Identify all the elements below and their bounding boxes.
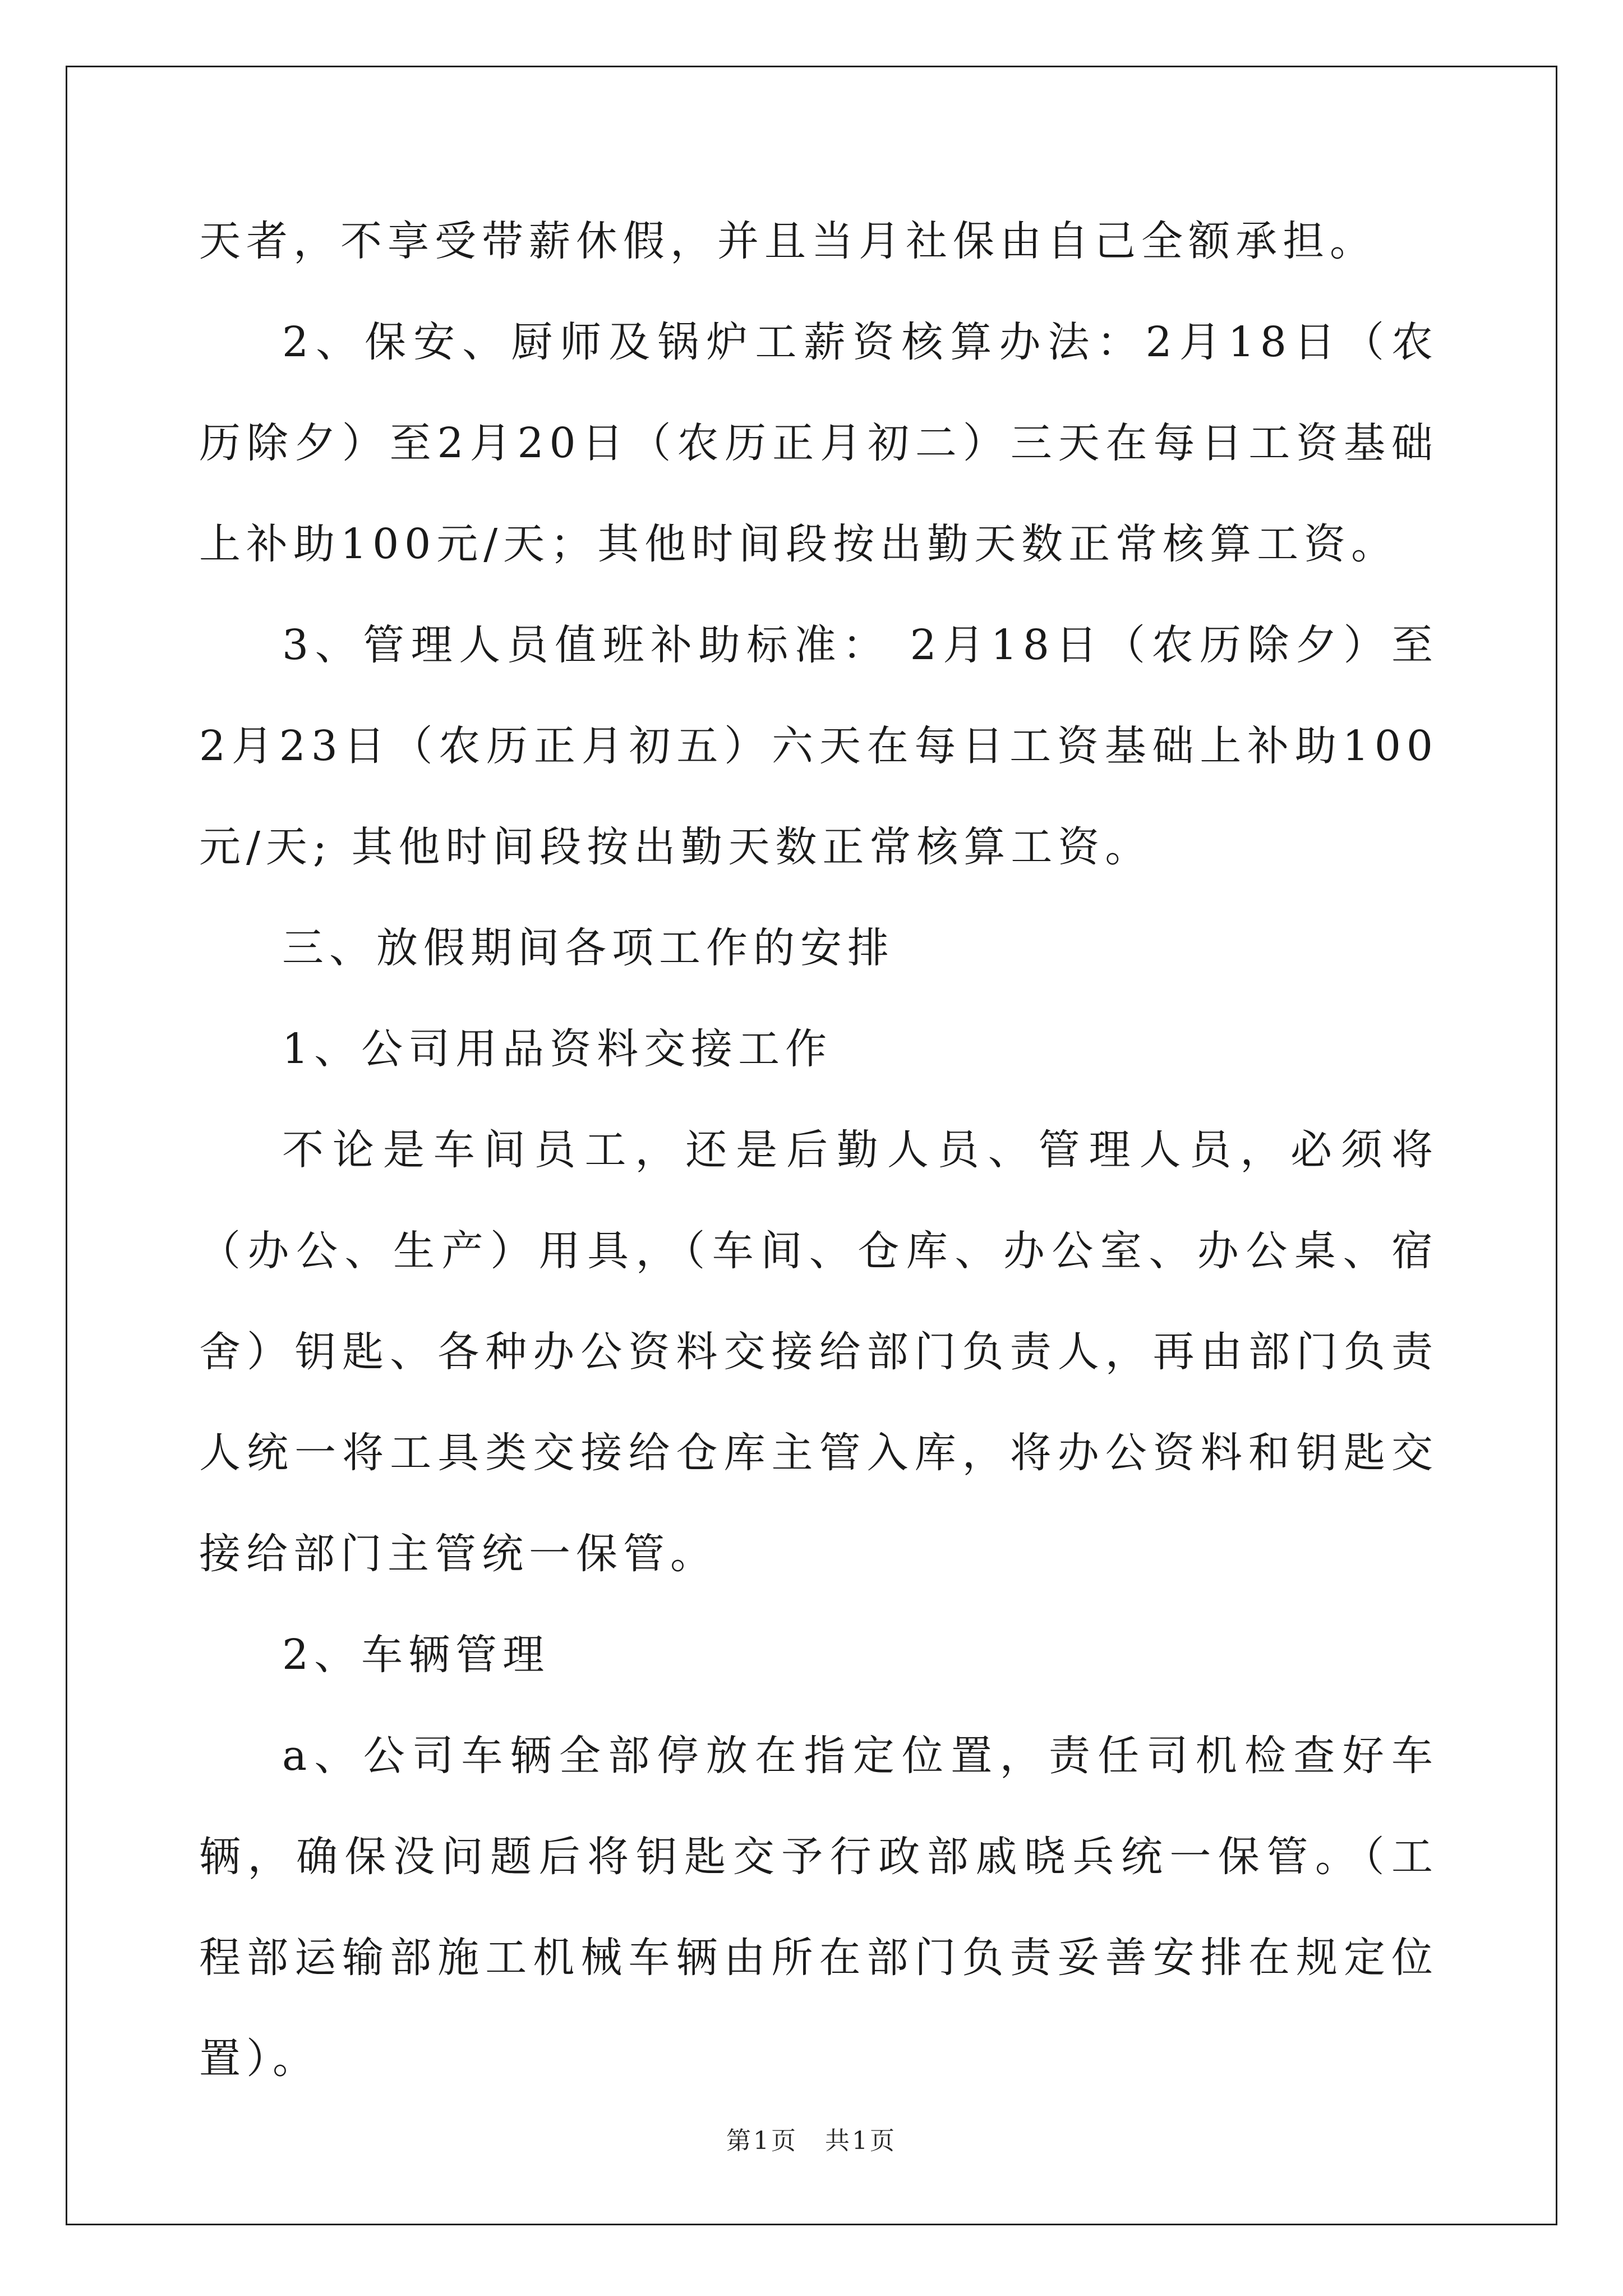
document-body bbox=[199, 191, 1438, 2109]
paragraph: 2、保安、厨师及锅炉工薪资核算办法：2月18日（农历除夕）至2月20日（农历正月初二）三天在每日工资基础上补助100元/天；其他时间段按出勤天数正常核算工资。 bbox=[199, 318, 1438, 568]
section-heading: 三、放假期间各项工作的安排 bbox=[282, 924, 895, 972]
paragraph: a、公司车辆全部停放在指定位置，责任司机检查好车辆，确保没问题后将钥匙交予行政部戚晓兵统一保管。（工程部运输部施工机械车辆由所在部门负责妥善安排在规定位置）。 bbox=[199, 1732, 1438, 2083]
subsection-heading: 1、公司用品资料交接工作 bbox=[282, 1025, 833, 1073]
paragraph: 天者，不享受带薪休假，并且当月社保由自己全额承担。 bbox=[199, 217, 1377, 265]
page-footer: 第1页 共1页 bbox=[726, 2127, 897, 2155]
paragraph: 不论是车间员工，还是后勤人员、管理人员，必须将（办公、生产）用具，（车间、仓库、办公室、办公桌、宿舍）钥匙、各种办公资料交接给部门负责人，再由部门负责人统一将工具类交接给仓库主管入库，将办公资料和钥匙交接给部门主管统一保管。 bbox=[199, 1126, 1438, 1578]
paragraph: 3、管理人员值班补助标准： 2月18日（农历除夕）至2月23日（农历正月初五）六天在每日工资基础上补助100元/天; 其他时间段按出勤天数正常核算工资。 bbox=[199, 621, 1438, 871]
subsection-heading: 2、车辆管理 bbox=[282, 1631, 550, 1679]
